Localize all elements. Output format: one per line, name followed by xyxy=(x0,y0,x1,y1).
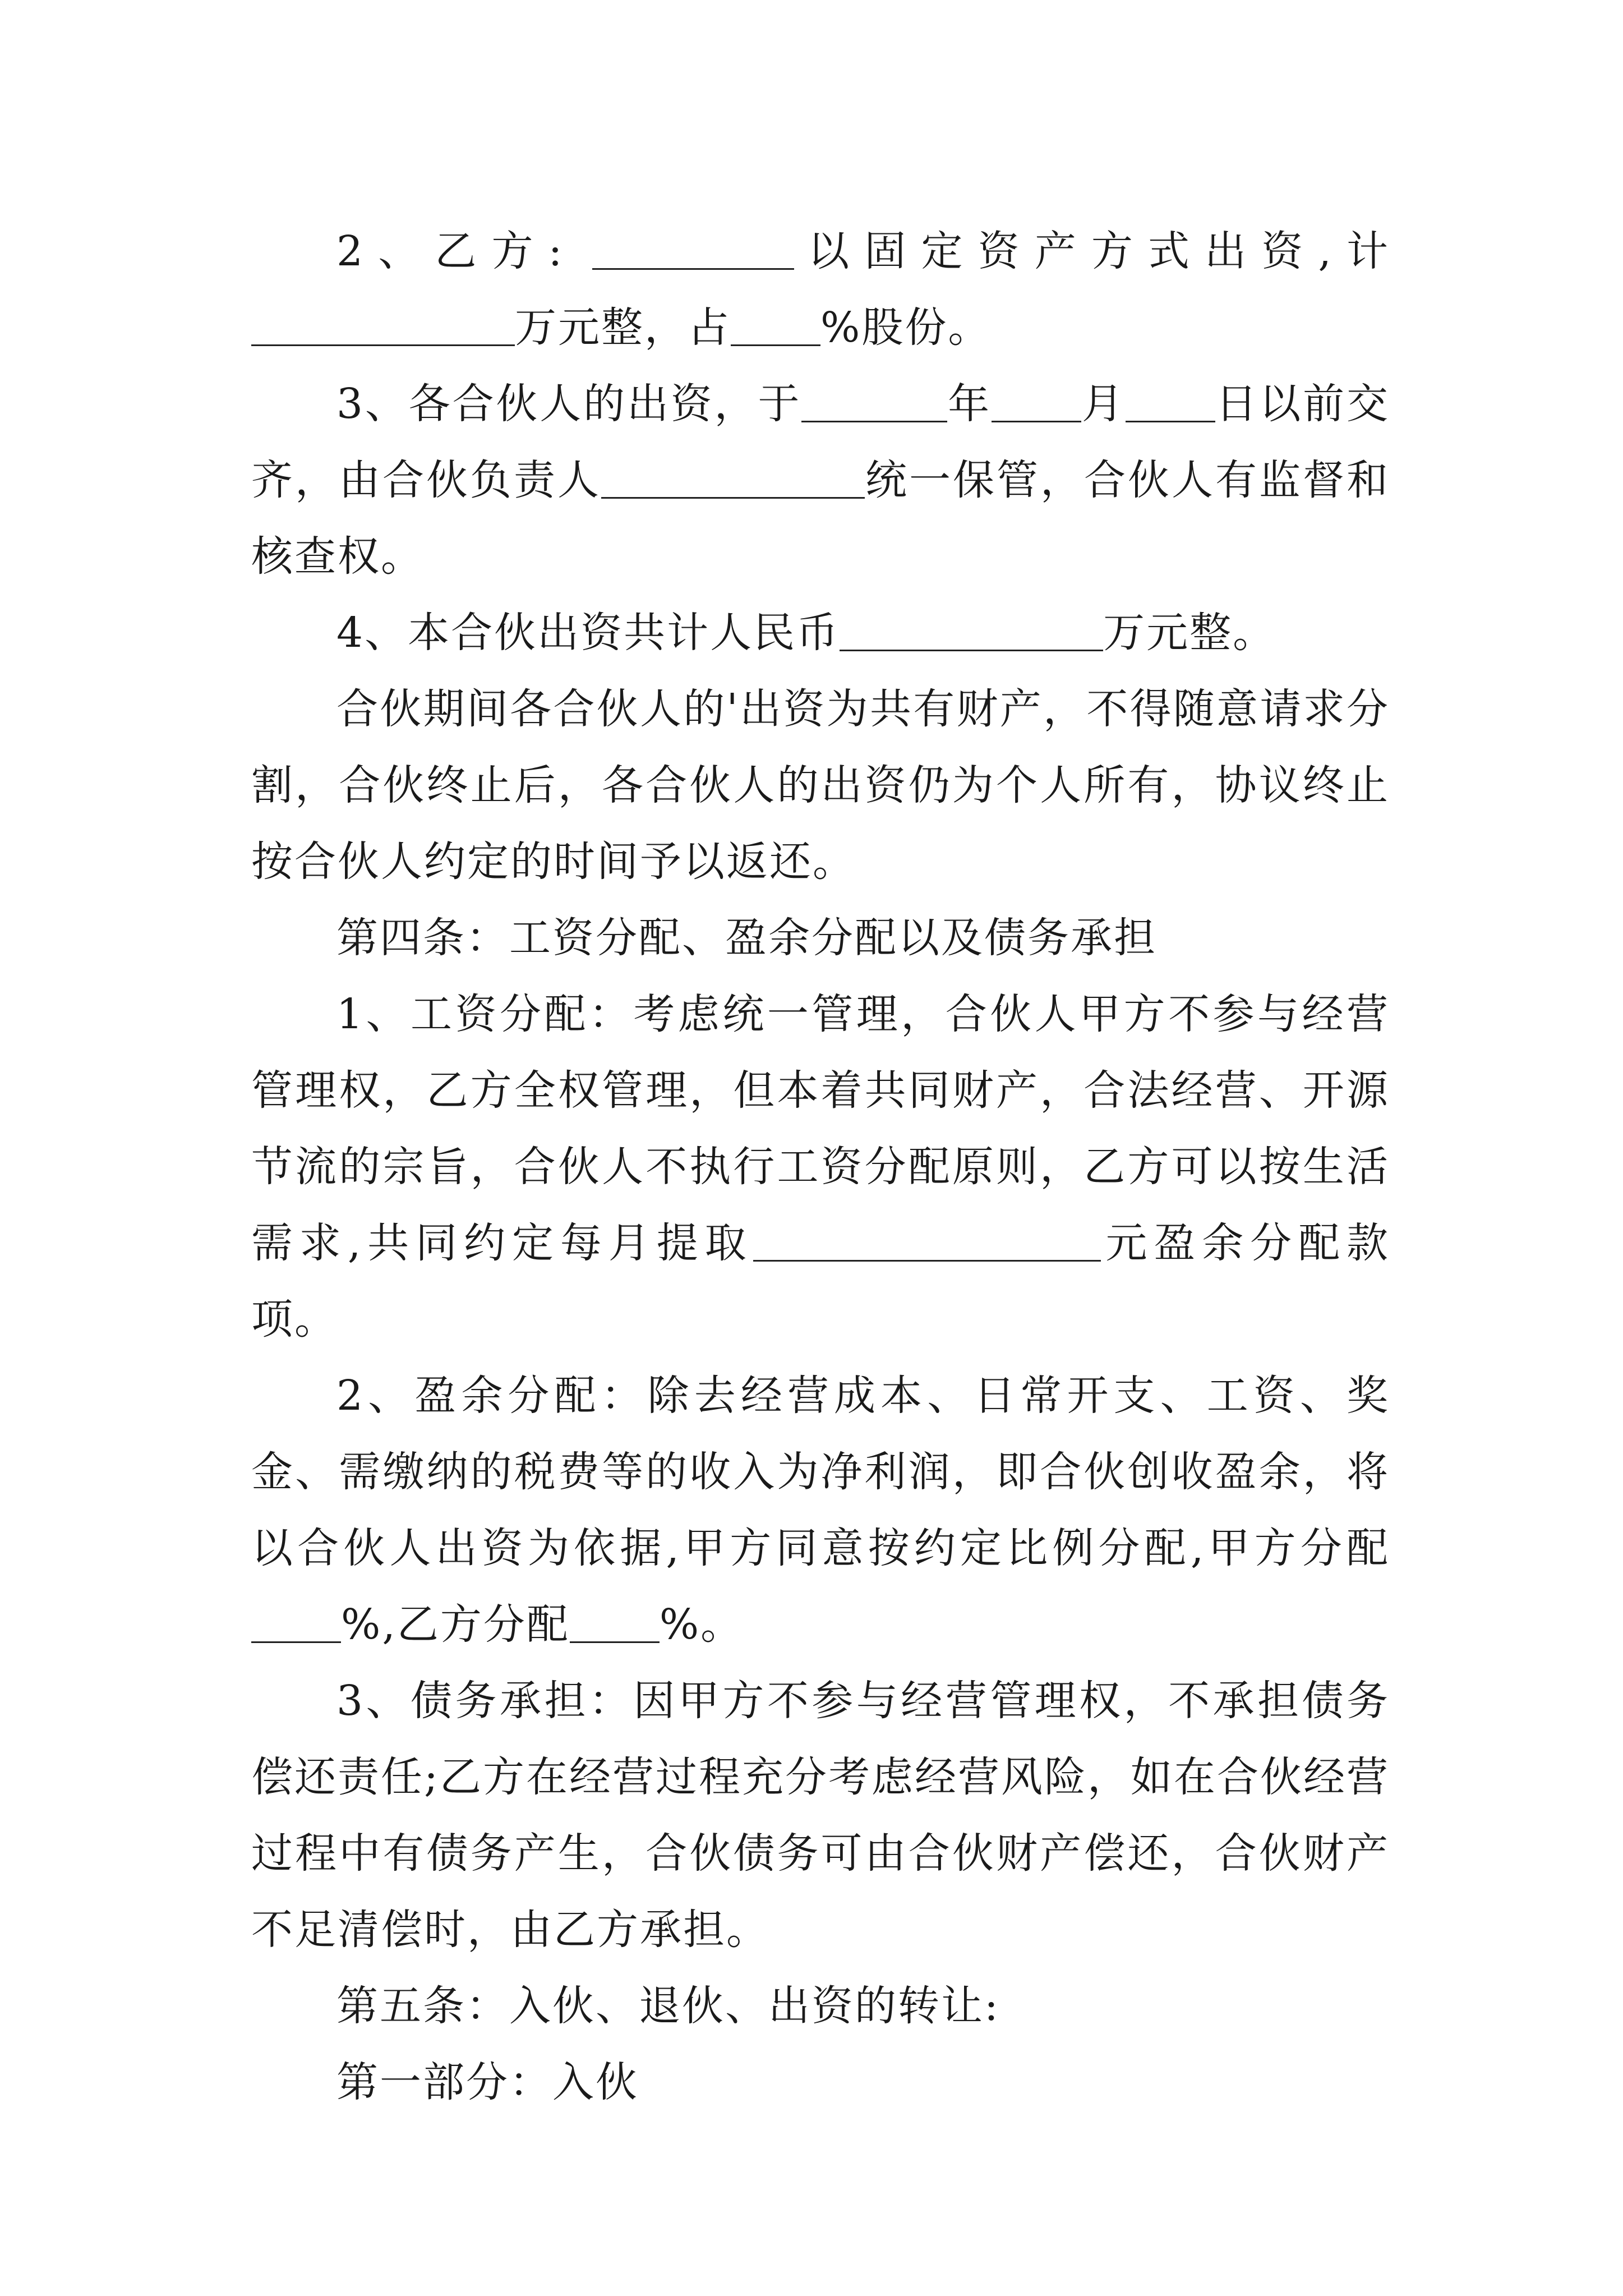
text: 4、本合伙出资共计人民币 xyxy=(336,609,840,657)
text: 2、乙方: xyxy=(336,227,564,275)
blank-field[interactable] xyxy=(251,303,515,346)
paragraph-shared-property: 合伙期间各合伙人的'出资为共有财产，不得随意请求分割，合伙终止后，各合伙人的出资仍为个人所有，协议终止按合伙人约定的时间予以返还。 xyxy=(251,685,1390,886)
blank-field[interactable] xyxy=(1126,379,1215,422)
document-page xyxy=(251,213,1390,2120)
blank-field[interactable] xyxy=(753,1218,1101,1262)
paragraph-party-b-contribution xyxy=(251,213,1390,366)
paragraph-debt-liability: 3、债务承担：因甲方不参与经营管理权，不承担债务偿还责任;乙方在经营过程充分考虑经营风险，如在合伙经营过程中有债务产生，合伙债务可由合伙财产偿还，合伙财产不足清偿时，由乙方承担。 xyxy=(251,1677,1390,1954)
paragraph-contribution-deadline xyxy=(251,366,1390,595)
text: 1、工资分配：考虑统一管理，合伙人甲方不参与经营管理权，乙方全权管理，但本着共同财产，合法经营、开源节流的宗旨，合伙人不执行工资分配原则，乙方可以按生活需求,共同约定每月提取 xyxy=(251,990,1390,1267)
text: 万元整，占 xyxy=(515,303,731,352)
text: 万元整。 xyxy=(1103,609,1276,657)
article-5-heading: 第五条：入伙、退伙、出资的转让: xyxy=(336,1982,1000,2030)
text: %股份。 xyxy=(820,303,992,352)
blank-field[interactable] xyxy=(801,379,947,422)
text: 统一保管，合伙人有监督和核查权。 xyxy=(251,456,1390,581)
paragraph-total-contribution xyxy=(251,595,1390,671)
text: 元盈余分配款项。 xyxy=(251,1219,1390,1343)
text: 3、各合伙人的出资，于 xyxy=(336,380,802,428)
blank-field[interactable] xyxy=(251,1600,341,1643)
blank-field[interactable] xyxy=(601,455,865,499)
blank-field[interactable] xyxy=(992,379,1081,422)
text: 年 xyxy=(947,380,992,428)
blank-field[interactable] xyxy=(840,608,1103,651)
text: 以固定资产方式出资,计 xyxy=(794,227,1390,275)
article-4-heading: 第四条：工资分配、盈余分配以及债务承担 xyxy=(336,914,1157,962)
paragraph-profit-distribution xyxy=(251,1358,1390,1663)
text: %,乙方分配 xyxy=(341,1600,570,1649)
blank-field[interactable] xyxy=(731,303,820,346)
text: 2、盈余分配：除去经营成本、日常开支、工资、奖金、需缴纳的税费等的收入为净利润，即合伙创收盈余，将以合伙人出资为依据,甲方同意按约定比例分配,甲方分配 xyxy=(251,1372,1390,1572)
section-1-heading: 第一部分：入伙 xyxy=(336,2058,639,2106)
blank-field[interactable] xyxy=(592,227,794,270)
blank-field[interactable] xyxy=(570,1600,660,1643)
text: %。 xyxy=(659,1600,744,1649)
text: 日以前交齐，由合伙负责人 xyxy=(251,380,1390,504)
text: 月 xyxy=(1081,380,1126,428)
paragraph-wage-distribution xyxy=(251,976,1390,1358)
